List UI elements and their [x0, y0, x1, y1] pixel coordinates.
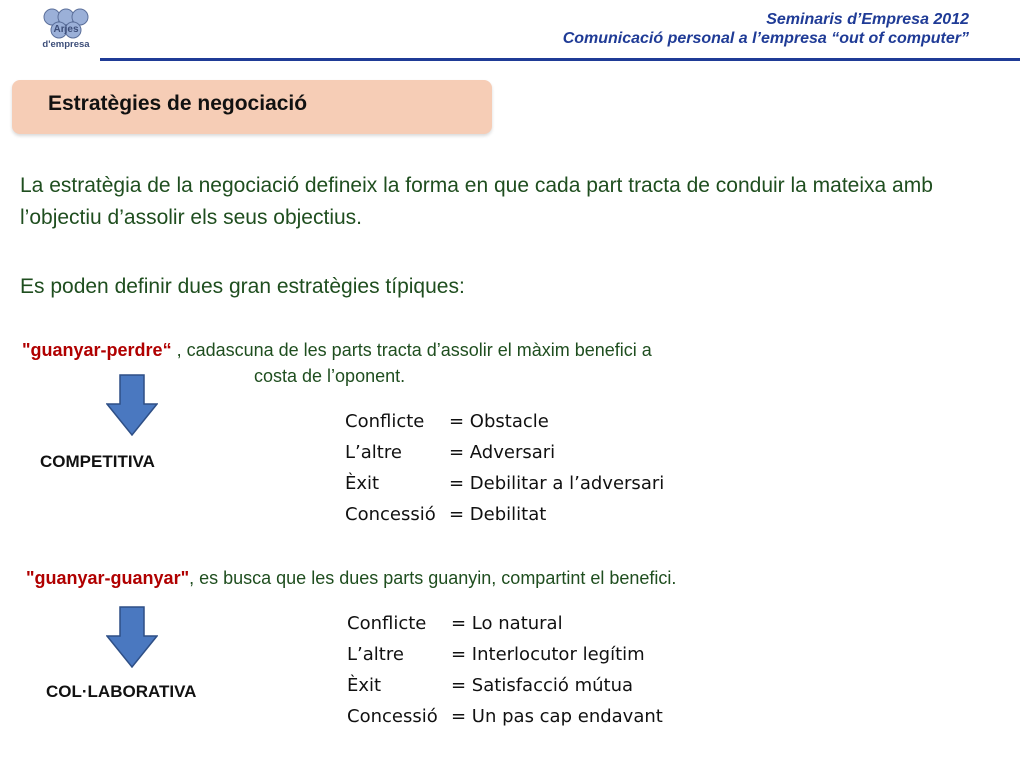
subtitle-paragraph: Es poden definir dues gran estratègies típiques:: [20, 275, 465, 298]
row-key: Concessió: [345, 504, 436, 525]
strategy1-desc-b: costa de l’oponent.: [254, 366, 406, 386]
row-value: = Adversari: [449, 442, 556, 463]
strategy1-desc-a: , cadascuna de les parts tracta d’assolir el màxim benefici a: [171, 340, 652, 360]
table-row: [345, 437, 664, 468]
row-key: Conflicte: [345, 411, 425, 432]
strategy2-table: [347, 608, 663, 732]
arrow-down-icon: [106, 374, 158, 436]
row-key: Conflicte: [347, 613, 427, 634]
table-row: [345, 406, 664, 437]
header-line1: Seminaris d’Empresa 2012: [766, 11, 969, 28]
strategy2-quote: "guanyar-guanyar": [26, 568, 190, 588]
slide-title: Estratègies de negociació: [48, 92, 308, 115]
row-value: = Obstacle: [449, 411, 549, 432]
logo-line1: Arjes: [53, 24, 79, 35]
table-row: [345, 499, 664, 530]
table-row: [347, 701, 663, 732]
strategy1-definition: [22, 338, 652, 363]
strategy2-desc: , es busca que les dues parts guanyin, compartint el benefici.: [189, 568, 677, 588]
table-row: [347, 608, 663, 639]
row-value: = Un pas cap endavant: [451, 706, 663, 727]
logo-line2: d'empresa: [42, 39, 90, 50]
row-value: = Satisfacció mútua: [451, 675, 634, 696]
header-divider: [100, 58, 1020, 61]
arjes-logo: [30, 6, 100, 54]
row-key: Èxit: [345, 473, 380, 494]
strategy2-definition: [26, 568, 676, 589]
arrow-down-icon: [106, 606, 158, 668]
intro-paragraph: La estratègia de la negociació defineix la forma en que cada part tracta de conduir la mateixa amb l’objectiu d’assolir els seus objectius.: [20, 174, 933, 229]
row-value: = Lo natural: [451, 613, 563, 634]
table-row: [345, 468, 664, 499]
header-line2: Comunicació personal a l’empresa “out of computer”: [562, 30, 969, 47]
row-value: = Interlocutor legítim: [451, 644, 645, 665]
title-box: [12, 80, 492, 134]
strategy2-label: COL·LABORATIVA: [46, 682, 197, 701]
row-value: = Debilitar a l’adversari: [449, 473, 665, 494]
strategy1-table: [345, 406, 664, 530]
slide-header: [563, 10, 969, 48]
row-key: Èxit: [347, 675, 382, 696]
row-value: = Debilitat: [449, 504, 547, 525]
strategy1-quote: "guanyar-perdre“: [22, 340, 172, 360]
row-key: L’altre: [345, 442, 402, 463]
row-key: L’altre: [347, 644, 404, 665]
row-key: Concessió: [347, 706, 438, 727]
table-row: [347, 639, 663, 670]
strategy1-label: COMPETITIVA: [40, 452, 155, 471]
table-row: [347, 670, 663, 701]
